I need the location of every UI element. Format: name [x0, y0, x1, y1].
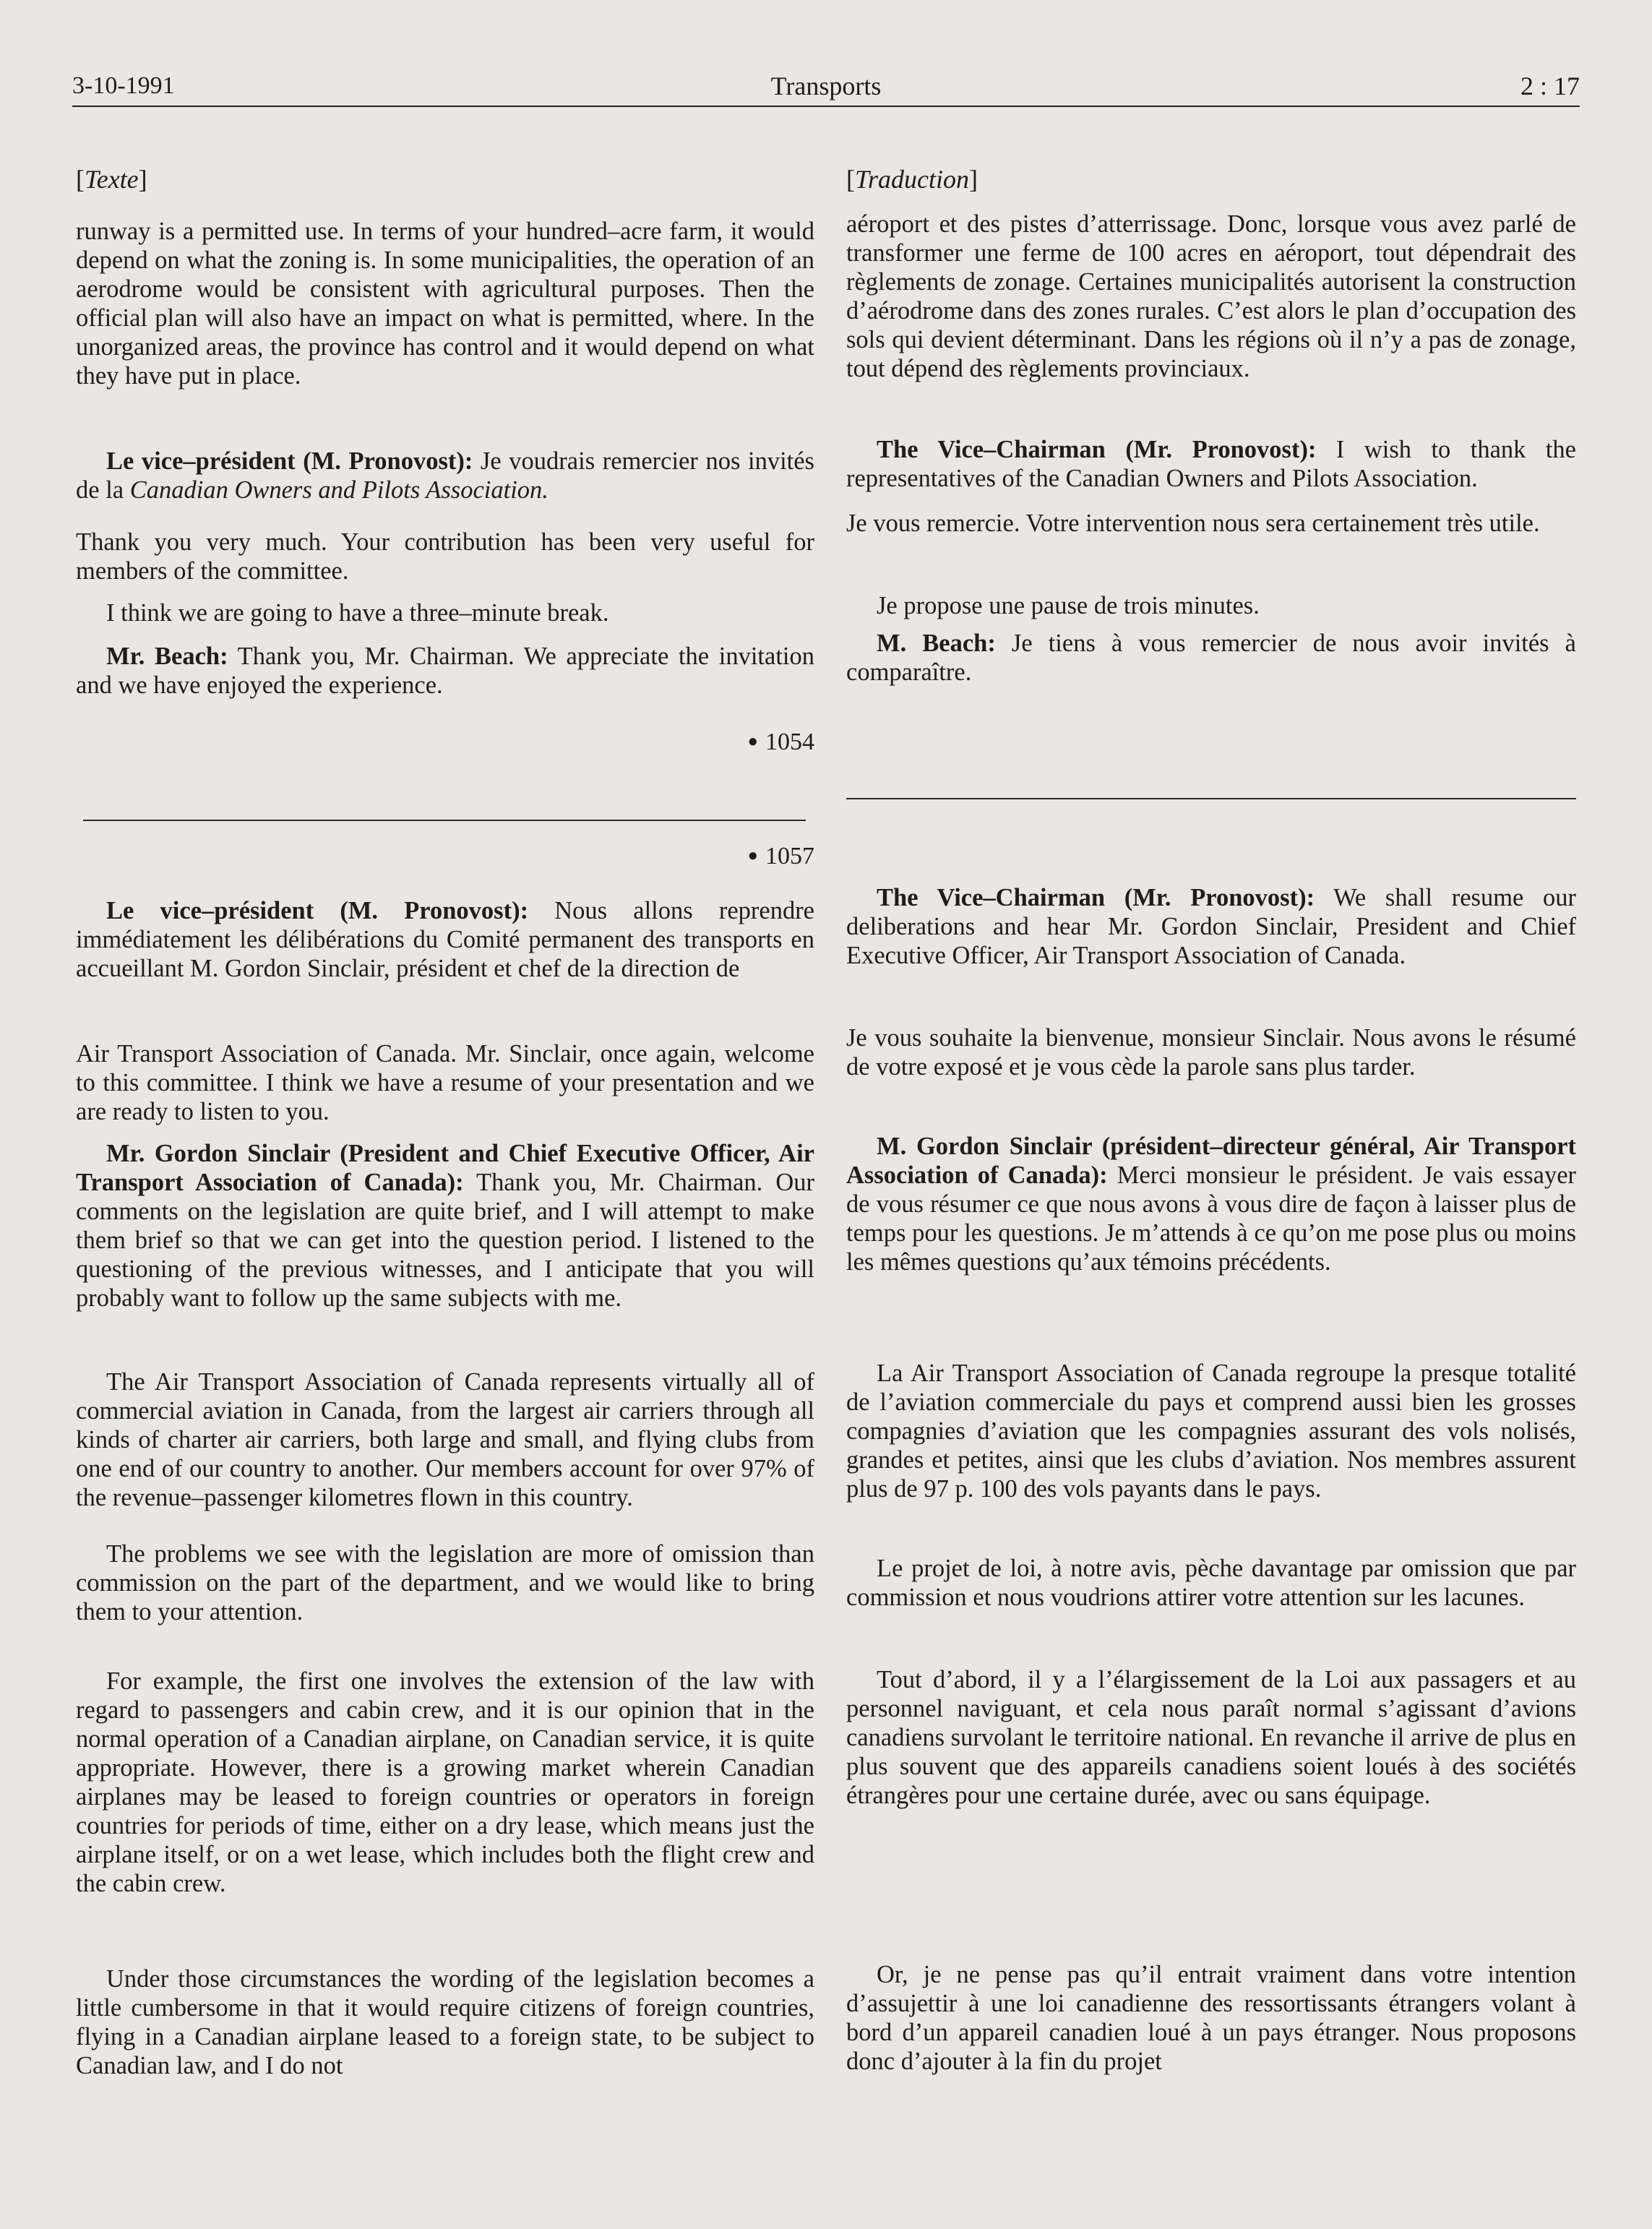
- paragraph-welcome: Air Transport Association of Canada. Mr. Sinclair, once again, welcome to this committee. I think we have a resume of your presentation and we are ready to listen to you.: [76, 1040, 814, 1125]
- paragraph-omission: Le projet de loi, à notre avis, pèche davantage par omission que par commission et nous voudrions attirer votre attention sur les lacunes.: [846, 1555, 1576, 1611]
- header-rule: [72, 106, 1580, 107]
- paragraph-sinclair: Mr. Gordon Sinclair (President and Chief Executive Officer, Air Transport Association of Canada): Thank you, Mr. Chairman. Our comments on the legislation are quite brief, and I will attempt to make them brief so that we can get into the question period. I listened to the questioning of the previous witnesses, and I anticipate that you will probably want to follow up the same subjects with me.: [76, 1140, 814, 1312]
- paragraph-example: Tout d’abord, il y a l’élargissement de la Loi aux passagers et au personnel naviguant, et cela nous paraît normal s’agissant d’avions canadiens survolant le territoire national. En revanche il arrive de plus en plus souvent que des appareils canadiens soient loués à des sociétés étrangères pour une certaine durée, avec ou sans équipage.: [846, 1666, 1576, 1809]
- speaker-name: The Vice–Chairman (Mr. Pronovost):: [877, 436, 1317, 463]
- timestamp-1054: ● 1054: [747, 729, 814, 755]
- paragraph-thank-you: Thank you very much. Your contribution has been very useful for members of the committee.: [76, 528, 814, 585]
- paragraph-sinclair: M. Gordon Sinclair (président–directeur général, Air Transport Association of Canada): Merci monsieur le président. Je vais essayer de vous résumer ce que nous avons à vous dire de façon à laisser plus de temps pour les questions. Je m’attends à ce qu’on me pose plus ou moins les mêmes questions qu’aux témoins précédents.: [846, 1133, 1576, 1276]
- section-rule: [846, 798, 1576, 799]
- bullet-icon: ●: [747, 846, 758, 865]
- header-date: 3-10-1991: [72, 72, 175, 99]
- paragraph-welcome: Je vous souhaite la bienvenue, monsieur Sinclair. Nous avons le résumé de votre exposé et je vous cède la parole sans plus tarder.: [846, 1024, 1576, 1081]
- header-page-number: 2 : 17: [1520, 72, 1580, 100]
- page-header: [72, 69, 1580, 107]
- speaker-name: The Vice–Chairman (Mr. Pronovost):: [877, 884, 1315, 911]
- paragraph-thanks-copa: The Vice–Chairman (Mr. Pronovost): I wish to thank the representatives of the Canadian Owners and Pilots Association.: [846, 436, 1576, 492]
- bullet-icon: ●: [747, 732, 758, 751]
- speaker-name: M. Beach:: [877, 630, 996, 657]
- speaker-name: Le vice–président (M. Pronovost):: [106, 447, 473, 475]
- paragraph-example: For example, the first one involves the extension of the law with regard to passengers and cabin crew, and it is our opinion that in the normal operation of a Canadian airplane, on Canadian service, it is quite appropriate. However, there is a growing market wherein Canadian airplanes may be leased to foreign countries or operators in foreign countries for periods of time, either on a dry lease, which means just the airplane itself, or on a wet lease, which includes both the flight crew and the cabin crew.: [76, 1667, 814, 1897]
- section-rule: [83, 820, 806, 821]
- speaker-name: M. Gordon Sinclair (président–directeur général, Air Transport Association of Canada):: [846, 1133, 1576, 1189]
- speaker-name: Mr. Beach:: [106, 643, 228, 670]
- timestamp-1057: ● 1057: [747, 843, 814, 869]
- paragraph-circumstances: Under those circumstances the wording of the legislation becomes a little cumbersome in that it would require citizens of foreign countries, flying in a Canadian airplane leased to a foreign state, to be subject to Canadian law, and I do not: [76, 1965, 814, 2079]
- paragraph-association: La Air Transport Association of Canada regroupe la presque totalité de l’aviation commerciale du pays et comprend aussi bien les grosses compagnies d’aviation que les compagnies assurant des vols nolisés, grandes et petites, ainsi que les clubs d’aviation. Nos membres assurent plus de 97 p. 100 des vols payants dans le pays.: [846, 1360, 1576, 1503]
- paragraph-resume: The Vice–Chairman (Mr. Pronovost): We shall resume our deliberations and hear Mr. Gordon Sinclair, President and Chief Executive Officer, Air Transport Association of Canada.: [846, 884, 1577, 969]
- paragraph-beach: Mr. Beach: Thank you, Mr. Chairman. We appreciate the invitation and we have enjoyed the experience.: [76, 643, 814, 699]
- text-label: [Texte]: [76, 165, 147, 194]
- paragraph-break: I think we are going to have a three–minute break.: [106, 599, 609, 627]
- paragraph-resume: Le vice–président (M. Pronovost): Nous allons reprendre immédiatement les délibérations du Comité permanent des transports en accueillant M. Gordon Sinclair, président et chef de la direction de: [76, 897, 814, 982]
- paragraph-beach: M. Beach: Je tiens à vous remercier de nous avoir invités à comparaître.: [846, 630, 1576, 686]
- speaker-name: Le vice–président (M. Pronovost):: [106, 897, 529, 924]
- paragraph-thank-you: Je vous remercie. Votre intervention nous sera certainement très utile.: [846, 510, 1540, 537]
- paragraph-zoning: aéroport et des pistes d’atterrissage. Donc, lorsque vous avez parlé de transformer une ferme de 100 acres en aéroport, tout dépendrait des règlements de zonage. Certaines municipalités autorisent la construction d’aérodrome dans des zones rurales. C’est alors le plan d’occupation des sols qui devient déterminant. Dans les régions où il n’y a pas de zonage, tout dépend des règlements provinciaux.: [846, 210, 1576, 382]
- paragraph-association: The Air Transport Association of Canada represents virtually all of commercial aviation in Canada, from the largest air carriers through all kinds of charter air carriers, both large and small, and flying clubs from one end of our country to another. Our members account for over 97% of the revenue–passenger kilometres flown in this country.: [76, 1368, 814, 1511]
- paragraph-break: Je propose une pause de trois minutes.: [877, 592, 1260, 619]
- paragraph-intention: Or, je ne pense pas qu’il entrait vraiment dans votre intention d’assujettir à une loi canadienne des ressortissants étrangers volant à bord d’un appareil canadien loué à un pays étranger. Nous proposons donc d’ajouter à la fin du projet: [846, 1961, 1576, 2075]
- speaker-name: Mr. Gordon Sinclair (President and Chief Executive Officer, Air Transport Association of Canada):: [76, 1140, 814, 1196]
- header-title: Transports: [770, 72, 882, 100]
- paragraph-zoning: runway is a permitted use. In terms of your hundred–acre farm, it would depend on what the zoning is. In some municipalities, the operation of an aerodrome would be consistent with agricultural purposes. Then the official plan will also have an impact on what is permitted, where. In the unorganized areas, the province has control and it would depend on what they have put in place.: [76, 218, 814, 390]
- paragraph-thanks-copa: Le vice–président (M. Pronovost): Je voudrais remercier nos invités de la Canadian Owners and Pilots Association.: [76, 447, 814, 504]
- translation-label: [Traduction]: [846, 165, 978, 194]
- paragraph-omission: The problems we see with the legislation are more of omission than commission on the part of the department, and we would like to bring them to your attention.: [76, 1540, 814, 1625]
